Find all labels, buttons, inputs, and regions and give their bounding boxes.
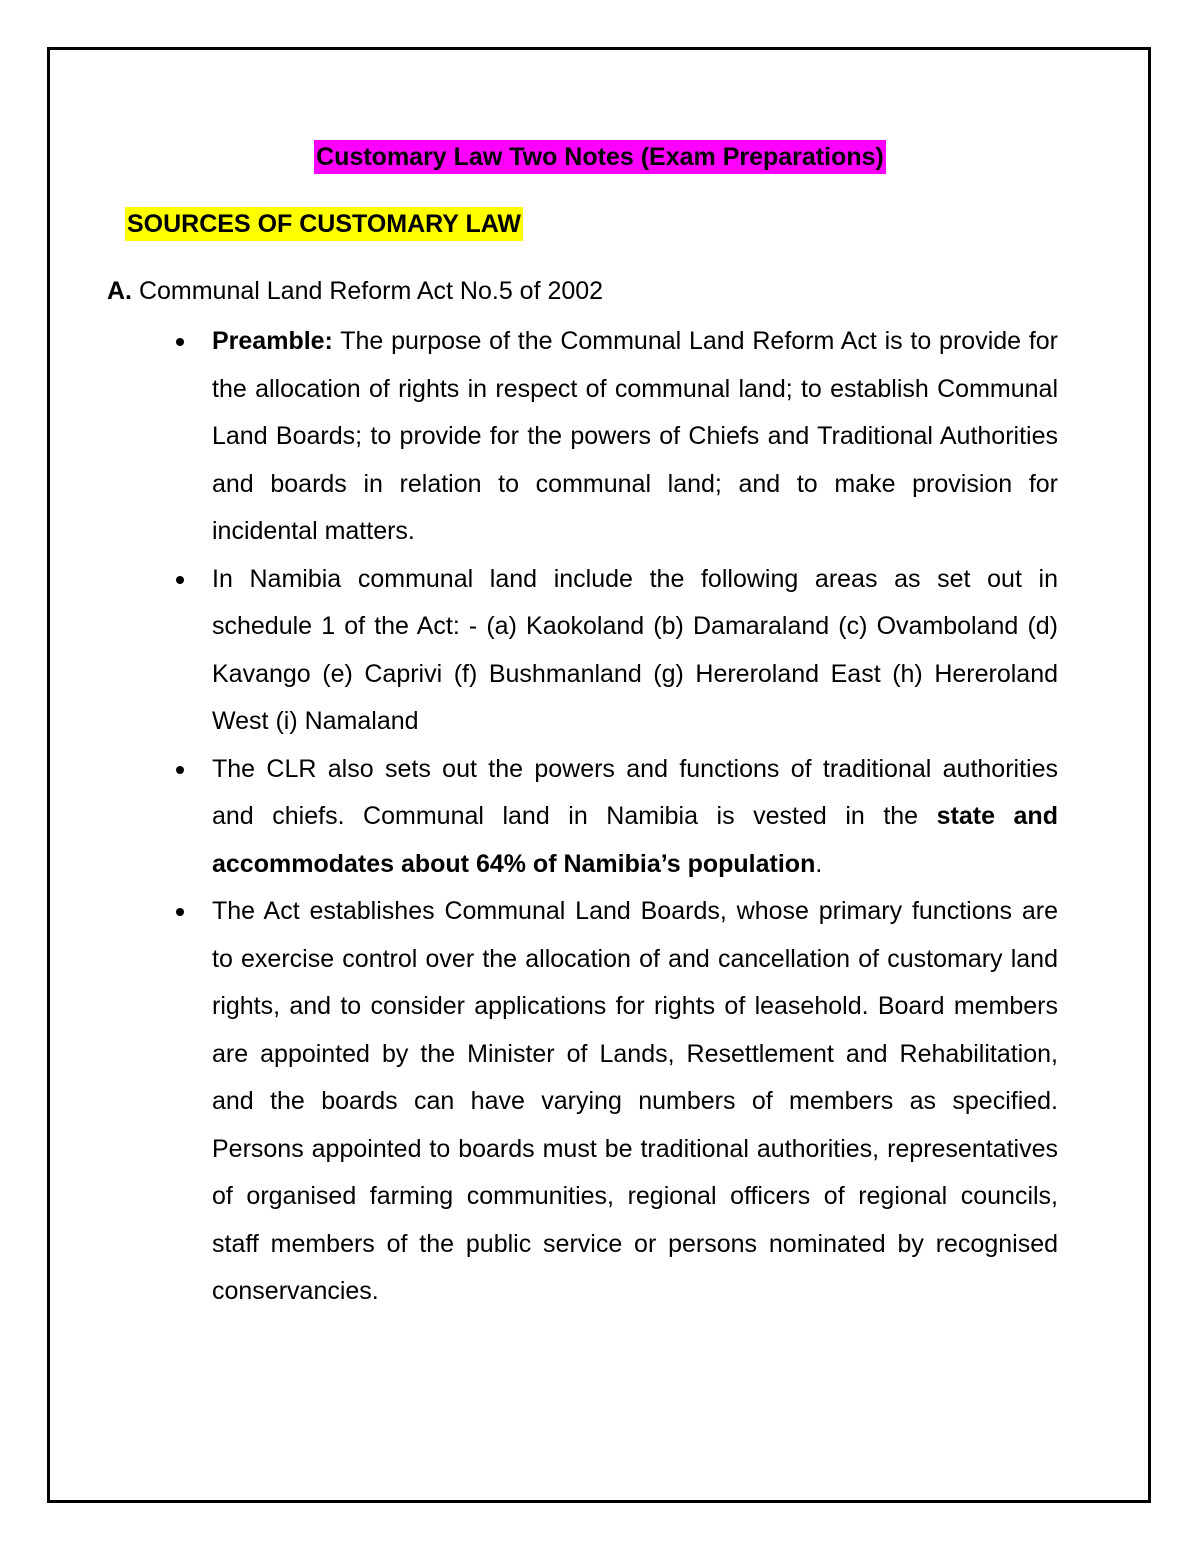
bullet-lead: Preamble: — [212, 327, 333, 355]
title-wrapper — [0, 140, 1200, 174]
bullet-dot-icon — [176, 576, 184, 584]
bullet-item-areas — [212, 556, 1058, 746]
bullet-dot-icon — [176, 766, 184, 774]
act-letter: A. — [107, 277, 132, 305]
act-heading — [107, 274, 603, 308]
bullet-text: The Act establishes Communal Land Boards, whose primary functions are to exercise control over the allocation of and cancellation of customary land rights, and to consider applications for rights of leasehold. Board members are appointed by the Minister of Lands, Resettlement and Rehabilitation, and the boards can have varying numbers of members as specified. Persons appointed to boards must be traditional authorities, representatives of organised farming communities, regional officers of regional councils, staff members of the public service or persons nominated by recognised conservancies. — [212, 897, 1058, 1305]
bullet-dot-icon — [176, 338, 184, 346]
bullet-dot-icon — [176, 908, 184, 916]
bullet-emphasis: state and accommodates about 64% of Namibia’s population — [212, 802, 1058, 878]
bullet-item-powers — [212, 746, 1058, 889]
bullet-list — [212, 318, 1058, 1316]
section-heading: SOURCES OF CUSTOMARY LAW — [125, 207, 523, 241]
bullet-text: In Namibia communal land include the following areas as set out in schedule 1 of the Act: - (a) Kaokoland (b) Damaraland (c) Ovamboland (d) Kavango (e) Caprivi (f) Bushmanland (g) Hereroland East (h) Hereroland West (i) Namaland — [212, 564, 1058, 735]
document-title: Customary Law Two Notes (Exam Preparations) — [314, 140, 886, 174]
bullet-item-boards — [212, 888, 1058, 1316]
bullet-text: The purpose of the Communal Land Reform Act is to provide for the allocation of rights in respect of communal land; to establish Communal Land Boards; to provide for the powers of Chiefs and Traditional Authorities and boards in relation to communal land; and to make provision for incidental matters. — [212, 327, 1058, 545]
bullet-text: The CLR also sets out the powers and functions of traditional authorities and chiefs. Communal land in Namibia is vested in the — [212, 754, 1058, 830]
act-title: Communal Land Reform Act No.5 of 2002 — [132, 277, 604, 305]
bullet-item-preamble — [212, 318, 1058, 556]
bullet-tail: . — [815, 849, 823, 878]
